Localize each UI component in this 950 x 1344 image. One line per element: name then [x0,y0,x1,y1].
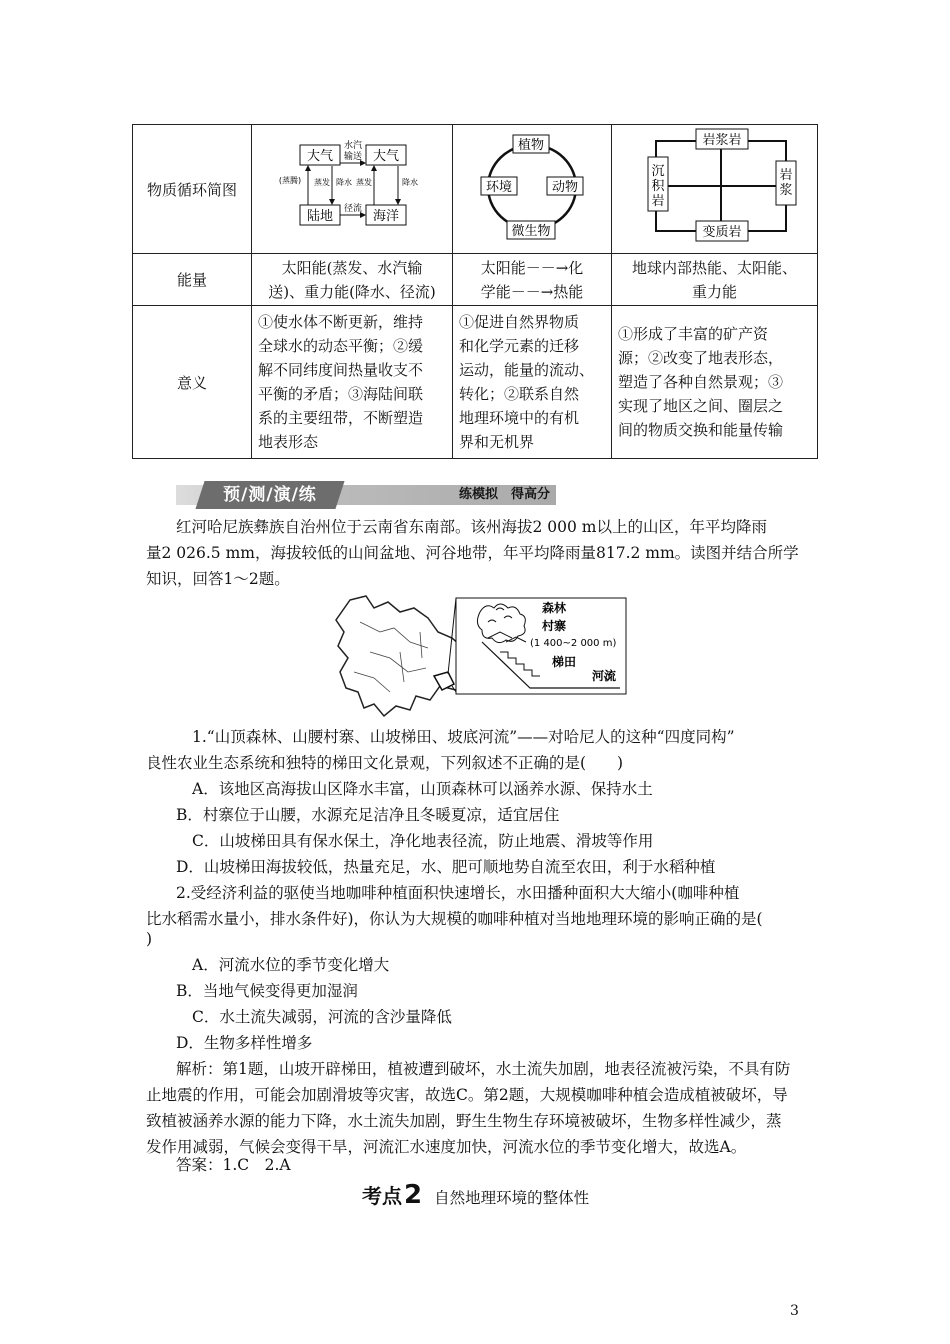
intro-line-3: 知识，回答1～2题。 [146,570,290,588]
rock-energy: 地球内部热能、太阳能、 重力能 [612,254,818,306]
terrace-label: 梯田 [552,655,577,669]
rain-label-2: 降水 [402,178,418,187]
evap-label-2: 蒸发 [356,178,372,187]
animal-label: 动物 [551,180,579,195]
q2-option-a: A．河流水位的季节变化增大 [192,956,390,974]
village-label: 村寨 [542,619,567,633]
q2-option-c: C．水土流失减弱，河流的含沙量降低 [192,1008,452,1026]
q1-stem-1: 1.“山顶森林、山腰村寨、山坡梯田、坡底河流”——对哈尼人的这种“四度同构” [192,728,735,746]
intro-line-2: 量2 026.5 mm，海拔较低的山间盆地、河谷地带，年平均降雨量817.2 mm。读图并结合所学 [146,544,799,562]
environment-label: 环境 [485,180,513,195]
analysis-line-1: 解析：第1题，山坡开辟梯田，植被遭到破坏，水土流失加剧，地表径流被污染，不具有防 [176,1060,791,1078]
water-energy: 太阳能(蒸发、水汽输 送)、重力能(降水、径流) [252,254,453,306]
metamorphic-label: 变质岩 [702,225,742,240]
analysis-line-3: 致植被涵养水源的能力下降，水土流失加剧，野生生物生存环境被破坏，生物多样性减少，蒸 [146,1112,782,1130]
rock-cycle-diagram [612,125,817,249]
runoff-label: 径流 [343,204,363,214]
water-meaning: ①使水体不断更新，维持 全球水的动态平衡；②缓 解不同纬度间热量收支不 平衡的矛盾；③海陆间联 系的主要纽带，不断塑造 地表形态 [252,306,453,459]
water-cycle-diagram [252,125,452,249]
row-label-energy: 能量 [133,254,252,306]
row-label-meaning: 意义 [133,306,252,459]
q2-option-d: D．生物多样性增多 [176,1034,313,1052]
q1-stem-2: 良性农业生态系统和独特的梯田文化景观，下列叙述不正确的是( ) [146,754,624,772]
cycle-table [132,124,818,459]
evap-left-label: (蒸腾) [278,176,302,185]
forest-label: 森林 [542,601,567,615]
vapor-label-1: 水汽 [343,141,363,151]
atmosphere-label-1: 大气 [306,149,334,164]
elevation-label: (1 400~2 000 m) [530,638,617,649]
microbe-label: 微生物 [511,224,551,239]
plant-label: 植物 [517,138,545,153]
q2-stem-3: ) [146,930,153,948]
section-number: 2 [404,1180,423,1210]
ocean-label: 海洋 [372,209,400,224]
magma-label: 岩浆 [779,168,793,198]
banner-title: 预/测/演/练 [223,485,317,505]
water-cycle-cell [252,125,453,254]
answer: 答案：1.C 2.A [176,1156,291,1174]
section-prefix: 考点 [362,1184,402,1208]
river-label: 河流 [592,669,617,683]
bio-cycle-cell [453,125,612,254]
section-title: 自然地理环境的整体性 [434,1189,590,1207]
vapor-label-2: 输送 [343,152,363,162]
honghe-figure [330,592,630,722]
rock-meaning: ①形成了丰富的矿产资 源；②改变了地表形态， 塑造了各种自然景观；③ 实现了地区之间、圈层之 间的物质交换和能量传输 [612,306,818,459]
analysis-line-2: 止地震的作用，可能会加剧滑坡等灾害，故选C。第2题，大规模咖啡种植会造成植被破坏，导 [146,1086,788,1104]
land-label: 陆地 [306,209,334,224]
section-heading [362,1180,589,1210]
analysis-line-4: 发作用减弱，气候会变得干旱，河流汇水速度加快，河流水位的季节变化增大，故选A。 [146,1138,747,1156]
section-banner [176,481,556,509]
rock-cycle-cell [612,125,818,254]
q2-option-b: B．当地气候变得更加湿润 [176,982,358,1000]
q1-option-c: C．山坡梯田具有保水保土，净化地表径流，防止地震、滑坡等作用 [192,832,654,850]
atmosphere-label-2: 大气 [372,149,400,164]
q2-stem-1: 2.受经济利益的驱使当地咖啡种植面积快速增长，水田播种面积大大缩小(咖啡种植 [176,884,740,902]
rain-label-1: 降水 [336,178,352,187]
evap-left-label-2: 蒸发 [314,178,330,187]
q1-option-d: D．山坡梯田海拔较低，热量充足，水、肥可顺地势自流至农田，利于水稻种植 [176,858,716,876]
page-number: 3 [790,1303,799,1319]
sedimentary-label: 沉积岩 [651,164,665,209]
q2-stem-2: 比水稻需水量小，排水条件好)，你认为大规模的咖啡种植对当地地理环境的影响正确的是( [146,910,763,928]
intro-line-1: 红河哈尼族彝族自治州位于云南省东南部。该州海拔2 000 m以上的山区，年平均降雨 [176,518,768,536]
q1-option-a: A．该地区高海拔山区降水丰富，山顶森林可以涵养水源、保持水土 [192,780,653,798]
banner-right: 练模拟 得高分 [458,487,550,502]
bio-cycle-diagram [453,125,611,249]
yunnan-map [336,596,468,716]
row-label-diagram: 物质循环简图 [133,125,252,254]
bio-meaning: ①促进自然界物质 和化学元素的迁移 运动，能量的流动、 转化；②联系自然 地理环境中的有机 界和无机界 [453,306,612,459]
q1-option-b: B．村寨位于山腰，水源充足洁净且冬暖夏凉，适宜居住 [176,806,560,824]
bio-energy: 太阳能－－→化 学能－－→热能 [453,254,612,306]
magma-rock-label: 岩浆岩 [702,133,742,148]
